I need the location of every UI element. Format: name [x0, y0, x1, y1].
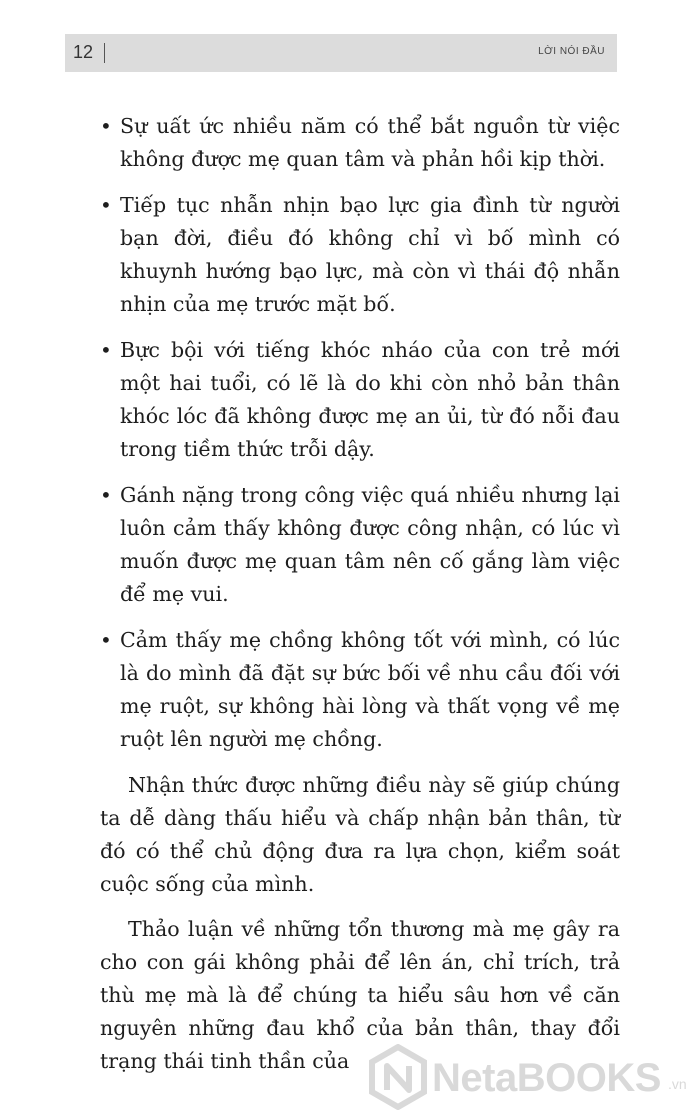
- list-item-text: Gánh nặng trong công việc quá nhiều nhưng lại luôn cảm thấy không được công nhận, có lúc vì muốn được mẹ quan tâm nên cố gắng làm việc để mẹ vui.: [120, 483, 620, 606]
- list-item: [100, 479, 620, 611]
- list-item-text: Sự uất ức nhiều năm có thể bắt nguồn từ việc không được mẹ quan tâm và phản hồi kịp thời.: [120, 114, 620, 171]
- page-number: 12: [73, 42, 94, 62]
- bullet-icon: •: [100, 193, 112, 217]
- running-header: [65, 34, 617, 72]
- bullet-icon: •: [100, 114, 112, 138]
- list-item-text: Cảm thấy mẹ chồng không tốt với mình, có lúc là do mình đã đặt sự bức bối về nhu cầu đối với mẹ ruột, sự không hài lòng và thất vọng về mẹ ruột lên người mẹ chồng.: [120, 628, 620, 751]
- list-item: [100, 189, 620, 321]
- netabooks-watermark: [368, 1040, 688, 1114]
- list-item: [100, 110, 620, 176]
- body-paragraph: Nhận thức được những điều này sẽ giúp chúng ta dễ dàng thấu hiểu và chấp nhận bản thân, từ đó có thể chủ động đưa ra lựa chọn, kiểm soát cuộc sống của mình.: [100, 773, 620, 896]
- bullet-icon: •: [100, 338, 112, 362]
- header-separator: [104, 43, 105, 63]
- watermark-suffix: .vn: [668, 1076, 687, 1092]
- list-item-text: Bực bội với tiếng khóc nháo của con trẻ mới một hai tuổi, có lẽ là do khi còn nhỏ bản thân khóc lóc đã không được mẹ an ủi, từ đó nỗi đau trong tiềm thức trỗi dậy.: [120, 338, 620, 461]
- bullet-icon: •: [100, 628, 112, 652]
- page-body: [100, 110, 620, 1090]
- list-item: [100, 624, 620, 756]
- watermark-brand: NetaBOOKS: [432, 1056, 661, 1100]
- body-paragraph: Thảo luận về những tổn thương mà mẹ gây ra cho con gái không phải để lên án, chỉ trích, trả thù mẹ mà là để chúng ta hiểu sâu hơn về căn nguyên những đau khổ của bản thân, thay đổi trạng thái tinh thần của: [100, 917, 620, 1073]
- bullet-list: [100, 110, 620, 756]
- section-title: LỜI NÓI ĐẦU: [538, 46, 605, 57]
- netabooks-logo-icon: [368, 1044, 428, 1110]
- list-item: [100, 334, 620, 466]
- bullet-icon: •: [100, 483, 112, 507]
- list-item-text: Tiếp tục nhẫn nhịn bạo lực gia đình từ người bạn đời, điều đó không chỉ vì bố mình có khuynh hướng bạo lực, mà còn vì thái độ nhẫn nhịn của mẹ trước mặt bố.: [120, 193, 620, 316]
